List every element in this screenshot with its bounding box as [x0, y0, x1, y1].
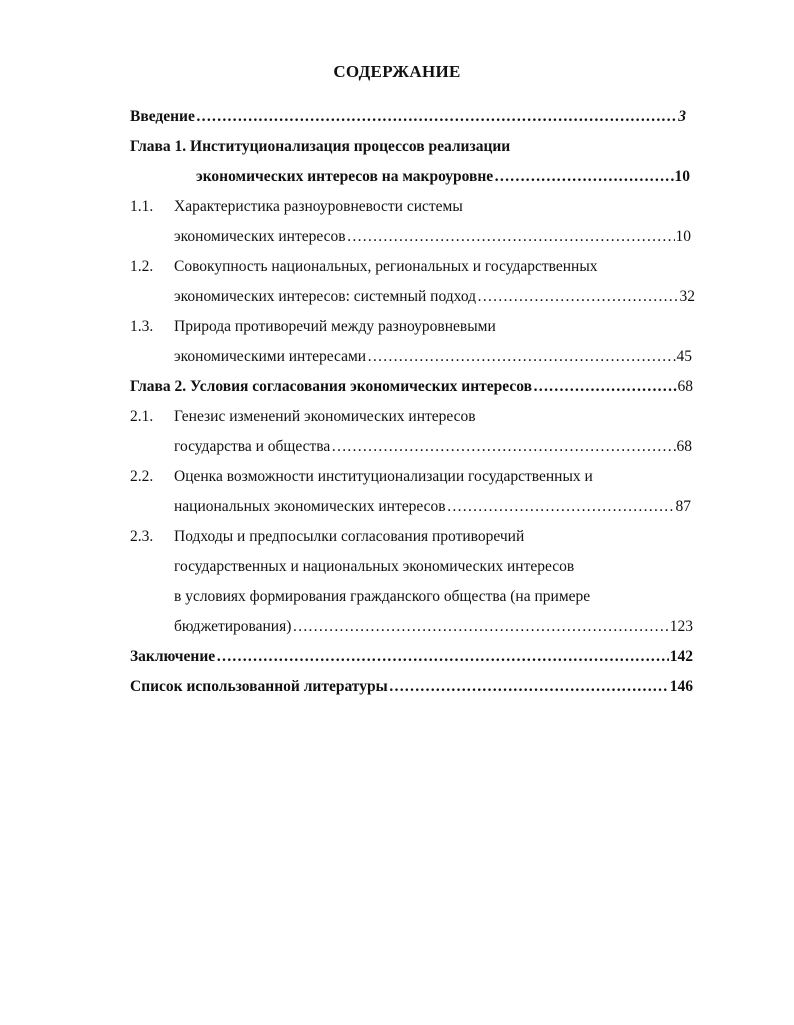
toc-page: 10 — [675, 228, 691, 245]
toc-page: 68 — [677, 378, 693, 395]
toc-leader — [216, 647, 669, 667]
section-number: 2.3. — [130, 528, 154, 545]
toc-entry-2-3-cont-1 — [174, 557, 574, 577]
toc-entry-2-2-cont — [174, 497, 691, 517]
toc-label: государства и общества — [174, 438, 331, 455]
toc-leader — [477, 287, 678, 307]
toc-label: Генезис изменений экономических интересов — [174, 408, 476, 425]
section-number: 2.2. — [130, 468, 154, 485]
toc-label: государственных и национальных экономических интересов — [174, 558, 575, 575]
toc-page: 68 — [676, 438, 692, 455]
toc-label: экономических интересов на макроуровне — [196, 168, 494, 185]
toc-entry-chapter-2 — [130, 377, 693, 397]
toc-leader — [196, 107, 677, 127]
toc-leader — [389, 677, 669, 697]
toc-entry-references — [130, 677, 693, 697]
toc-page: 87 — [675, 498, 691, 515]
toc-page: 146 — [669, 678, 693, 695]
toc-leader — [347, 227, 675, 247]
toc-entry-1-1-cont — [174, 227, 691, 247]
toc-label: Подходы и предпосылки согласования противоречий — [174, 528, 525, 545]
toc-entry-2-3 — [130, 527, 524, 547]
toc-leader — [533, 377, 677, 397]
toc-label: экономических интересов: системный подход — [174, 288, 477, 305]
toc-leader — [331, 437, 675, 457]
toc-entry-1-1 — [130, 197, 463, 217]
toc-page: 3 — [678, 108, 686, 125]
toc-entry-1-2-cont — [174, 287, 695, 307]
toc-entry-2-3-cont-3 — [174, 617, 693, 637]
toc-label: Заключение — [130, 648, 216, 665]
toc-page: 45 — [676, 348, 692, 365]
section-number: 1.2. — [130, 258, 154, 275]
toc-leader — [367, 347, 675, 367]
section-number: 2.1. — [130, 408, 154, 425]
toc-entry-2-1 — [130, 407, 476, 427]
toc-entry-introduction — [130, 107, 686, 127]
toc-entry-1-2 — [130, 257, 598, 277]
toc-entry-1-3-cont — [174, 347, 692, 367]
toc-label: Глава 2. Условия согласования экономических интересов — [130, 378, 532, 395]
toc-label: Введение — [130, 108, 195, 125]
toc-label: Совокупность национальных, региональных и государственных — [174, 258, 598, 275]
toc-label: в условиях формирования гражданского общества (на примере — [174, 588, 591, 605]
toc-label: экономическими интересами — [174, 348, 367, 365]
toc-entry-1-3 — [130, 317, 496, 337]
toc-page: 32 — [679, 288, 695, 305]
toc-entry-2-1-cont — [174, 437, 692, 457]
toc-label: экономических интересов — [174, 228, 346, 245]
section-number: 1.1. — [130, 198, 154, 215]
toc-leader — [494, 167, 673, 187]
toc-page: 123 — [669, 618, 693, 635]
toc-entry-chapter-1 — [130, 137, 510, 157]
toc-page: 142 — [669, 648, 693, 665]
section-number: 1.3. — [130, 318, 154, 335]
toc-label: Список использованной литературы — [130, 678, 388, 695]
toc-entry-2-3-cont-2 — [174, 587, 590, 607]
toc-page: 10 — [674, 168, 690, 185]
toc-leader — [447, 497, 675, 517]
toc-label: Глава 1. Институционализация процессов реализации — [130, 138, 511, 155]
toc-label: Оценка возможности институционализации государственных и — [174, 468, 593, 485]
toc-entry-chapter-1-cont — [196, 167, 690, 187]
page-title: СОДЕРЖАНИЕ — [333, 62, 461, 81]
toc-label: бюджетирования) — [174, 618, 292, 635]
toc-label: национальных экономических интересов — [174, 498, 446, 515]
toc-entry-2-2 — [130, 467, 593, 487]
toc-label: Природа противоречий между разноуровневыми — [174, 318, 496, 335]
toc-entry-conclusion — [130, 647, 693, 667]
toc-label: Характеристика разноуровневости системы — [174, 198, 463, 215]
toc-leader — [292, 617, 668, 637]
